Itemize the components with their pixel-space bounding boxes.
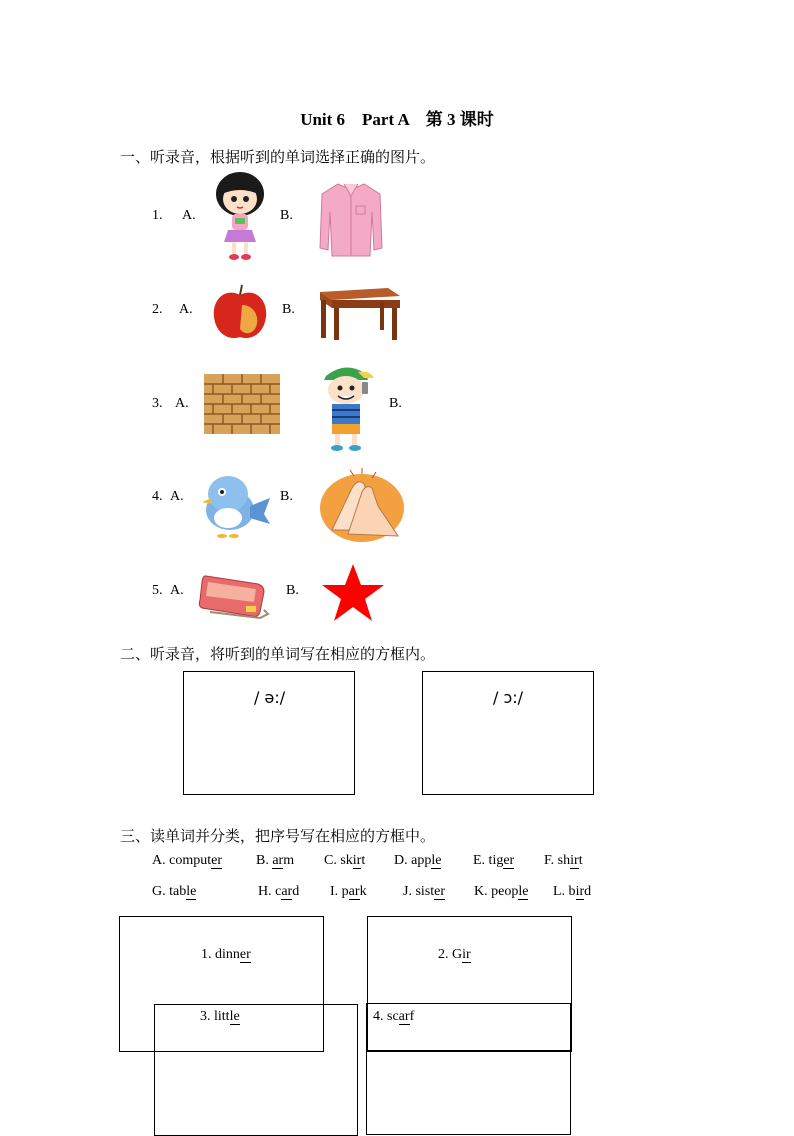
q4-option-b[interactable]: B. [280, 489, 293, 504]
q3-number: 3. [152, 396, 163, 411]
category-box-3-label: 3. little [200, 1009, 240, 1024]
word-option-i: I. park [330, 884, 367, 899]
brick-wall-icon[interactable] [204, 374, 280, 434]
section-2-heading: 二、听录音，将听到的单词写在相应的方框内。 [120, 647, 436, 663]
q5-option-b[interactable]: B. [286, 583, 299, 598]
apple-icon[interactable] [210, 283, 270, 343]
phonics-box-or[interactable] [422, 671, 594, 795]
q1-option-b[interactable]: B. [280, 208, 293, 223]
category-box-2-label: 2. Gir [438, 947, 471, 962]
q4-option-a[interactable]: A. [170, 489, 184, 504]
star-icon[interactable] [320, 564, 386, 622]
boy-on-phone-icon[interactable] [318, 362, 378, 452]
word-option-k: K. people [474, 884, 529, 899]
word-option-e: E. tiger [473, 853, 515, 868]
girl-icon[interactable] [210, 172, 270, 264]
q2-option-b[interactable]: B. [282, 302, 295, 317]
q2-option-a[interactable]: A. [179, 302, 193, 317]
section-3-heading: 三、读单词并分类，把序号写在相应的方框中。 [120, 829, 436, 845]
category-box-4-label: 4. scarf [373, 1009, 415, 1024]
word-option-f: F. shirt [544, 853, 583, 868]
word-option-l: L. bird [553, 884, 592, 899]
phonics-box-er[interactable] [183, 671, 355, 795]
category-box-3[interactable] [154, 1004, 358, 1136]
word-option-g: G. table [152, 884, 197, 899]
phonics-box-or-label: / ɔ:/ [493, 688, 524, 707]
q3-option-b[interactable]: B. [389, 396, 402, 411]
q4-number: 4. [152, 489, 163, 504]
category-box-1-label: 1. dinner [201, 947, 251, 962]
clapping-hands-icon[interactable] [318, 470, 404, 542]
box-divider [367, 1050, 570, 1051]
q5-number: 5. [152, 583, 163, 598]
page-title: Unit 6 Part A 第 3 课时 [300, 110, 494, 129]
q3-option-a[interactable]: A. [175, 396, 189, 411]
word-option-c: C. skirt [324, 853, 366, 868]
q2-number: 2. [152, 302, 163, 317]
category-box-4[interactable] [366, 1003, 571, 1135]
bird-icon[interactable] [198, 470, 272, 540]
section-1-heading: 一、听录音，根据听到的单词选择正确的图片。 [120, 150, 436, 166]
word-option-d: D. apple [394, 853, 442, 868]
q1-option-a[interactable]: A. [182, 208, 196, 223]
q1-number: 1. [152, 208, 163, 223]
card-icon[interactable] [198, 572, 274, 620]
phonics-box-er-label: / ə:/ [254, 688, 286, 707]
word-option-j: J. sister [403, 884, 446, 899]
word-option-b: B. arm [256, 853, 295, 868]
shirt-icon[interactable] [318, 182, 384, 258]
table-icon[interactable] [318, 286, 402, 342]
word-option-a: A. computer [152, 853, 222, 868]
word-option-h: H. card [258, 884, 300, 899]
q5-option-a[interactable]: A. [170, 583, 184, 598]
